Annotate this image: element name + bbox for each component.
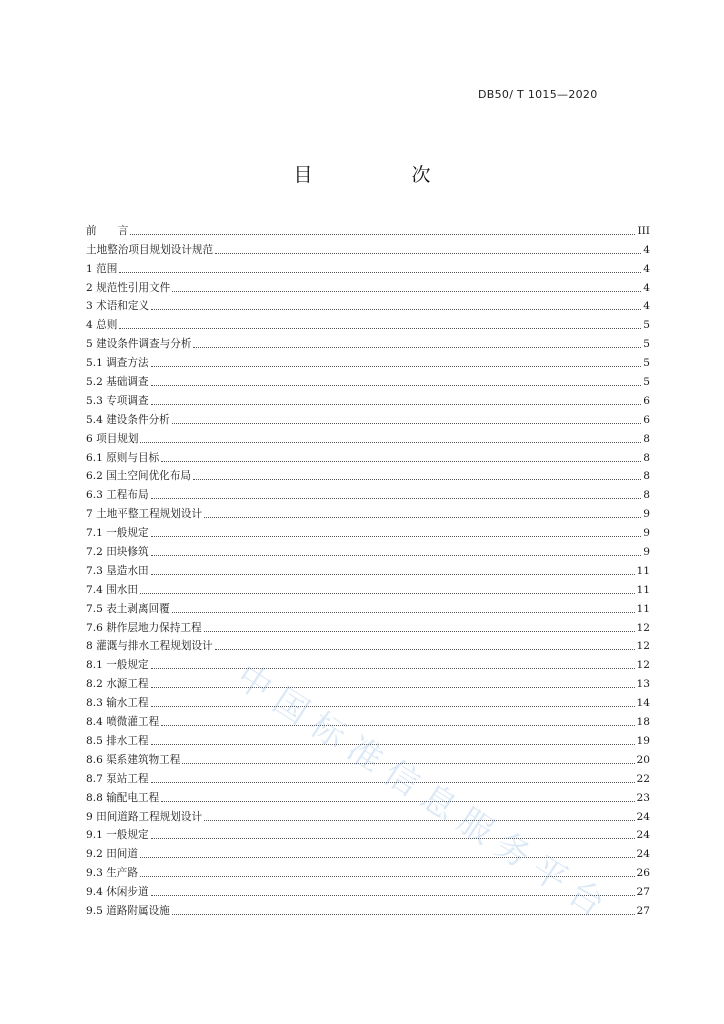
toc-dot-leader <box>193 479 641 480</box>
toc-entry-page-number: 8 <box>643 470 650 483</box>
toc-entry-page-number: 4 <box>643 300 650 313</box>
toc-entry-label: 8.5 排水工程 <box>86 734 149 747</box>
table-of-contents <box>86 218 650 917</box>
toc-dot-leader <box>151 687 635 688</box>
watermark: 中国标准信息服务平台 <box>228 656 620 930</box>
toc-dot-leader <box>215 649 635 650</box>
toc-entry[interactable] <box>86 445 650 464</box>
toc-entry-page-number: 27 <box>636 904 650 917</box>
toc-entry-label: 8.1 一般规定 <box>86 659 149 672</box>
toc-entry-page-number: 12 <box>636 659 650 672</box>
toc-entry[interactable] <box>86 804 650 823</box>
toc-entry[interactable] <box>86 331 650 350</box>
toc-dot-leader <box>140 442 641 443</box>
toc-entry-label: 8.6 渠系建筑物工程 <box>86 753 181 766</box>
toc-entry-page-number: 4 <box>643 243 650 256</box>
toc-entry[interactable] <box>86 860 650 879</box>
toc-entry-page-number: 24 <box>636 810 650 823</box>
toc-entry-label: 9.2 田间道 <box>86 848 138 861</box>
toc-entry[interactable] <box>86 407 650 426</box>
toc-entry[interactable] <box>86 615 650 634</box>
toc-dot-leader <box>151 706 635 707</box>
toc-entry[interactable] <box>86 520 650 539</box>
toc-entry[interactable] <box>86 275 650 294</box>
toc-entry-page-number: 13 <box>636 678 650 691</box>
toc-dot-leader <box>140 876 635 877</box>
toc-entry[interactable] <box>86 256 650 275</box>
toc-dot-leader <box>193 347 641 348</box>
toc-dot-leader <box>151 744 635 745</box>
toc-entry[interactable] <box>86 312 650 331</box>
toc-entry-label: 9.1 一般规定 <box>86 829 149 842</box>
toc-entry-page-number: 11 <box>636 564 650 577</box>
toc-entry-label: 6 项目规划 <box>86 432 139 445</box>
toc-dot-leader <box>172 423 641 424</box>
toc-entry-label: 8.3 输水工程 <box>86 697 149 710</box>
toc-entry[interactable] <box>86 237 650 256</box>
toc-entry[interactable] <box>86 388 650 407</box>
toc-dot-leader <box>151 385 642 386</box>
toc-entry-page-number: 4 <box>643 281 650 294</box>
toc-dot-leader <box>204 820 634 821</box>
toc-entry[interactable] <box>86 690 650 709</box>
toc-entry-label: 7 土地平整工程规划设计 <box>86 508 203 521</box>
toc-dot-leader <box>151 895 635 896</box>
toc-entry-page-number: 4 <box>643 262 650 275</box>
toc-entry-page-number: 19 <box>636 734 650 747</box>
toc-dot-leader <box>151 555 642 556</box>
toc-dot-leader <box>140 593 635 594</box>
toc-entry-label: 3 术语和定义 <box>86 300 150 313</box>
toc-entry[interactable] <box>86 350 650 369</box>
toc-entry-label: 9.5 道路附属设施 <box>86 904 170 917</box>
toc-entry-label: 7.6 耕作层地力保持工程 <box>86 621 202 634</box>
toc-dot-leader <box>182 763 634 764</box>
toc-entry[interactable] <box>86 596 650 615</box>
toc-entry[interactable] <box>86 785 650 804</box>
toc-dot-leader <box>204 631 635 632</box>
toc-entry-label: 6.1 原则与目标 <box>86 451 160 464</box>
toc-dot-leader <box>151 404 642 405</box>
toc-entry[interactable] <box>86 539 650 558</box>
toc-dot-leader <box>119 272 641 273</box>
toc-entry[interactable] <box>86 558 650 577</box>
toc-entry-label: 8.7 泵站工程 <box>86 772 149 785</box>
toc-entry-page-number: 24 <box>636 848 650 861</box>
toc-entry[interactable] <box>86 671 650 690</box>
toc-entry-label: 5.2 基础调查 <box>86 376 149 389</box>
page-title: 目 次 <box>293 164 471 186</box>
toc-dot-leader <box>151 838 635 839</box>
toc-entry-page-number: 24 <box>636 829 650 842</box>
toc-entry-label: 6.2 国土空间优化布局 <box>86 470 191 483</box>
toc-entry-page-number: 12 <box>636 621 650 634</box>
toc-entry-page-number: 8 <box>643 489 650 502</box>
toc-entry-page-number: 14 <box>636 697 650 710</box>
toc-entry-page-number: 5 <box>643 338 650 351</box>
toc-entry-page-number: 9 <box>643 508 650 521</box>
toc-entry-label: 9.4 休闲步道 <box>86 886 149 899</box>
toc-entry[interactable] <box>86 652 650 671</box>
toc-entry-label: 9 田间道路工程规划设计 <box>86 810 203 823</box>
toc-dot-leader <box>172 612 635 613</box>
toc-dot-leader <box>151 309 641 310</box>
toc-entry[interactable] <box>86 766 650 785</box>
toc-entry[interactable] <box>86 747 650 766</box>
toc-entry[interactable] <box>86 464 650 483</box>
toc-entry-label: 8 灌溉与排水工程规划设计 <box>86 640 213 653</box>
toc-entry[interactable] <box>86 577 650 596</box>
toc-dot-leader <box>151 498 642 499</box>
toc-entry-label: 5.4 建设条件分析 <box>86 413 170 426</box>
toc-entry[interactable] <box>86 879 650 898</box>
toc-entry-page-number: 5 <box>643 357 650 370</box>
toc-dot-leader <box>151 536 642 537</box>
toc-entry-page-number: 27 <box>636 886 650 899</box>
toc-dot-leader <box>119 328 641 329</box>
toc-entry-label: 8.2 水源工程 <box>86 678 149 691</box>
toc-dot-leader <box>215 253 641 254</box>
toc-entry-page-number: 23 <box>636 791 650 804</box>
toc-dot-leader <box>161 725 634 726</box>
toc-entry-page-number: 8 <box>643 432 650 445</box>
toc-entry-page-number: 18 <box>636 716 650 729</box>
toc-dot-leader <box>151 668 635 669</box>
toc-entry-label: 7.2 田块修筑 <box>86 546 149 559</box>
toc-entry[interactable] <box>86 841 650 860</box>
toc-entry-label: 9.3 生产路 <box>86 867 138 880</box>
toc-entry[interactable] <box>86 634 650 653</box>
toc-entry[interactable] <box>86 369 650 388</box>
toc-entry-page-number: 8 <box>643 451 650 464</box>
toc-entry-label: 5.3 专项调查 <box>86 394 149 407</box>
toc-entry[interactable] <box>86 728 650 747</box>
toc-dot-leader <box>151 574 635 575</box>
toc-entry-label: 2 规范性引用文件 <box>86 281 171 294</box>
toc-entry-page-number: 5 <box>643 319 650 332</box>
toc-entry-page-number: III <box>637 224 650 237</box>
toc-entry-page-number: 22 <box>636 772 650 785</box>
toc-entry-label: 7.3 垦造水田 <box>86 564 149 577</box>
toc-entry-page-number: 11 <box>636 602 650 615</box>
toc-entry-page-number: 12 <box>636 640 650 653</box>
toc-entry[interactable] <box>86 294 650 313</box>
toc-entry-page-number: 6 <box>643 413 650 426</box>
toc-entry-page-number: 11 <box>636 583 650 596</box>
toc-dot-leader <box>151 782 635 783</box>
toc-dot-leader <box>140 857 635 858</box>
toc-entry-label: 1 范围 <box>86 262 118 275</box>
toc-entry[interactable] <box>86 823 650 842</box>
toc-dot-leader <box>172 914 635 915</box>
toc-entry[interactable] <box>86 709 650 728</box>
toc-dot-leader <box>172 291 641 292</box>
toc-dot-leader <box>151 366 642 367</box>
toc-entry-label: 5.1 调查方法 <box>86 357 149 370</box>
toc-entry-label: 7.1 一般规定 <box>86 527 149 540</box>
toc-entry-label: 6.3 工程布局 <box>86 489 149 502</box>
toc-entry-label: 7.4 围水田 <box>86 583 138 596</box>
toc-entry-label: 8.8 输配电工程 <box>86 791 160 804</box>
toc-entry-label: 土地整治项目规划设计规范 <box>86 243 214 256</box>
toc-dot-leader <box>130 234 635 235</box>
toc-entry-page-number: 6 <box>643 394 650 407</box>
toc-entry-page-number: 20 <box>636 753 650 766</box>
standard-code: DB50/ T 1015—2020 <box>478 88 598 101</box>
toc-entry[interactable] <box>86 426 650 445</box>
toc-entry-label: 5 建设条件调查与分析 <box>86 338 192 351</box>
toc-entry-page-number: 9 <box>643 546 650 559</box>
toc-dot-leader <box>161 801 634 802</box>
toc-dot-leader <box>161 461 641 462</box>
toc-entry-label: 8.4 喷微灌工程 <box>86 716 160 729</box>
toc-entry[interactable] <box>86 482 650 501</box>
toc-entry-label: 7.5 表土剥离回覆 <box>86 602 170 615</box>
toc-entry[interactable] <box>86 218 650 237</box>
toc-entry-label: 4 总则 <box>86 319 118 332</box>
toc-entry-page-number: 5 <box>643 376 650 389</box>
toc-entry[interactable] <box>86 501 650 520</box>
toc-entry-page-number: 9 <box>643 527 650 540</box>
toc-dot-leader <box>204 517 641 518</box>
toc-entry-label: 前 言 <box>86 224 129 237</box>
toc-entry-page-number: 26 <box>636 867 650 880</box>
toc-entry[interactable] <box>86 898 650 917</box>
